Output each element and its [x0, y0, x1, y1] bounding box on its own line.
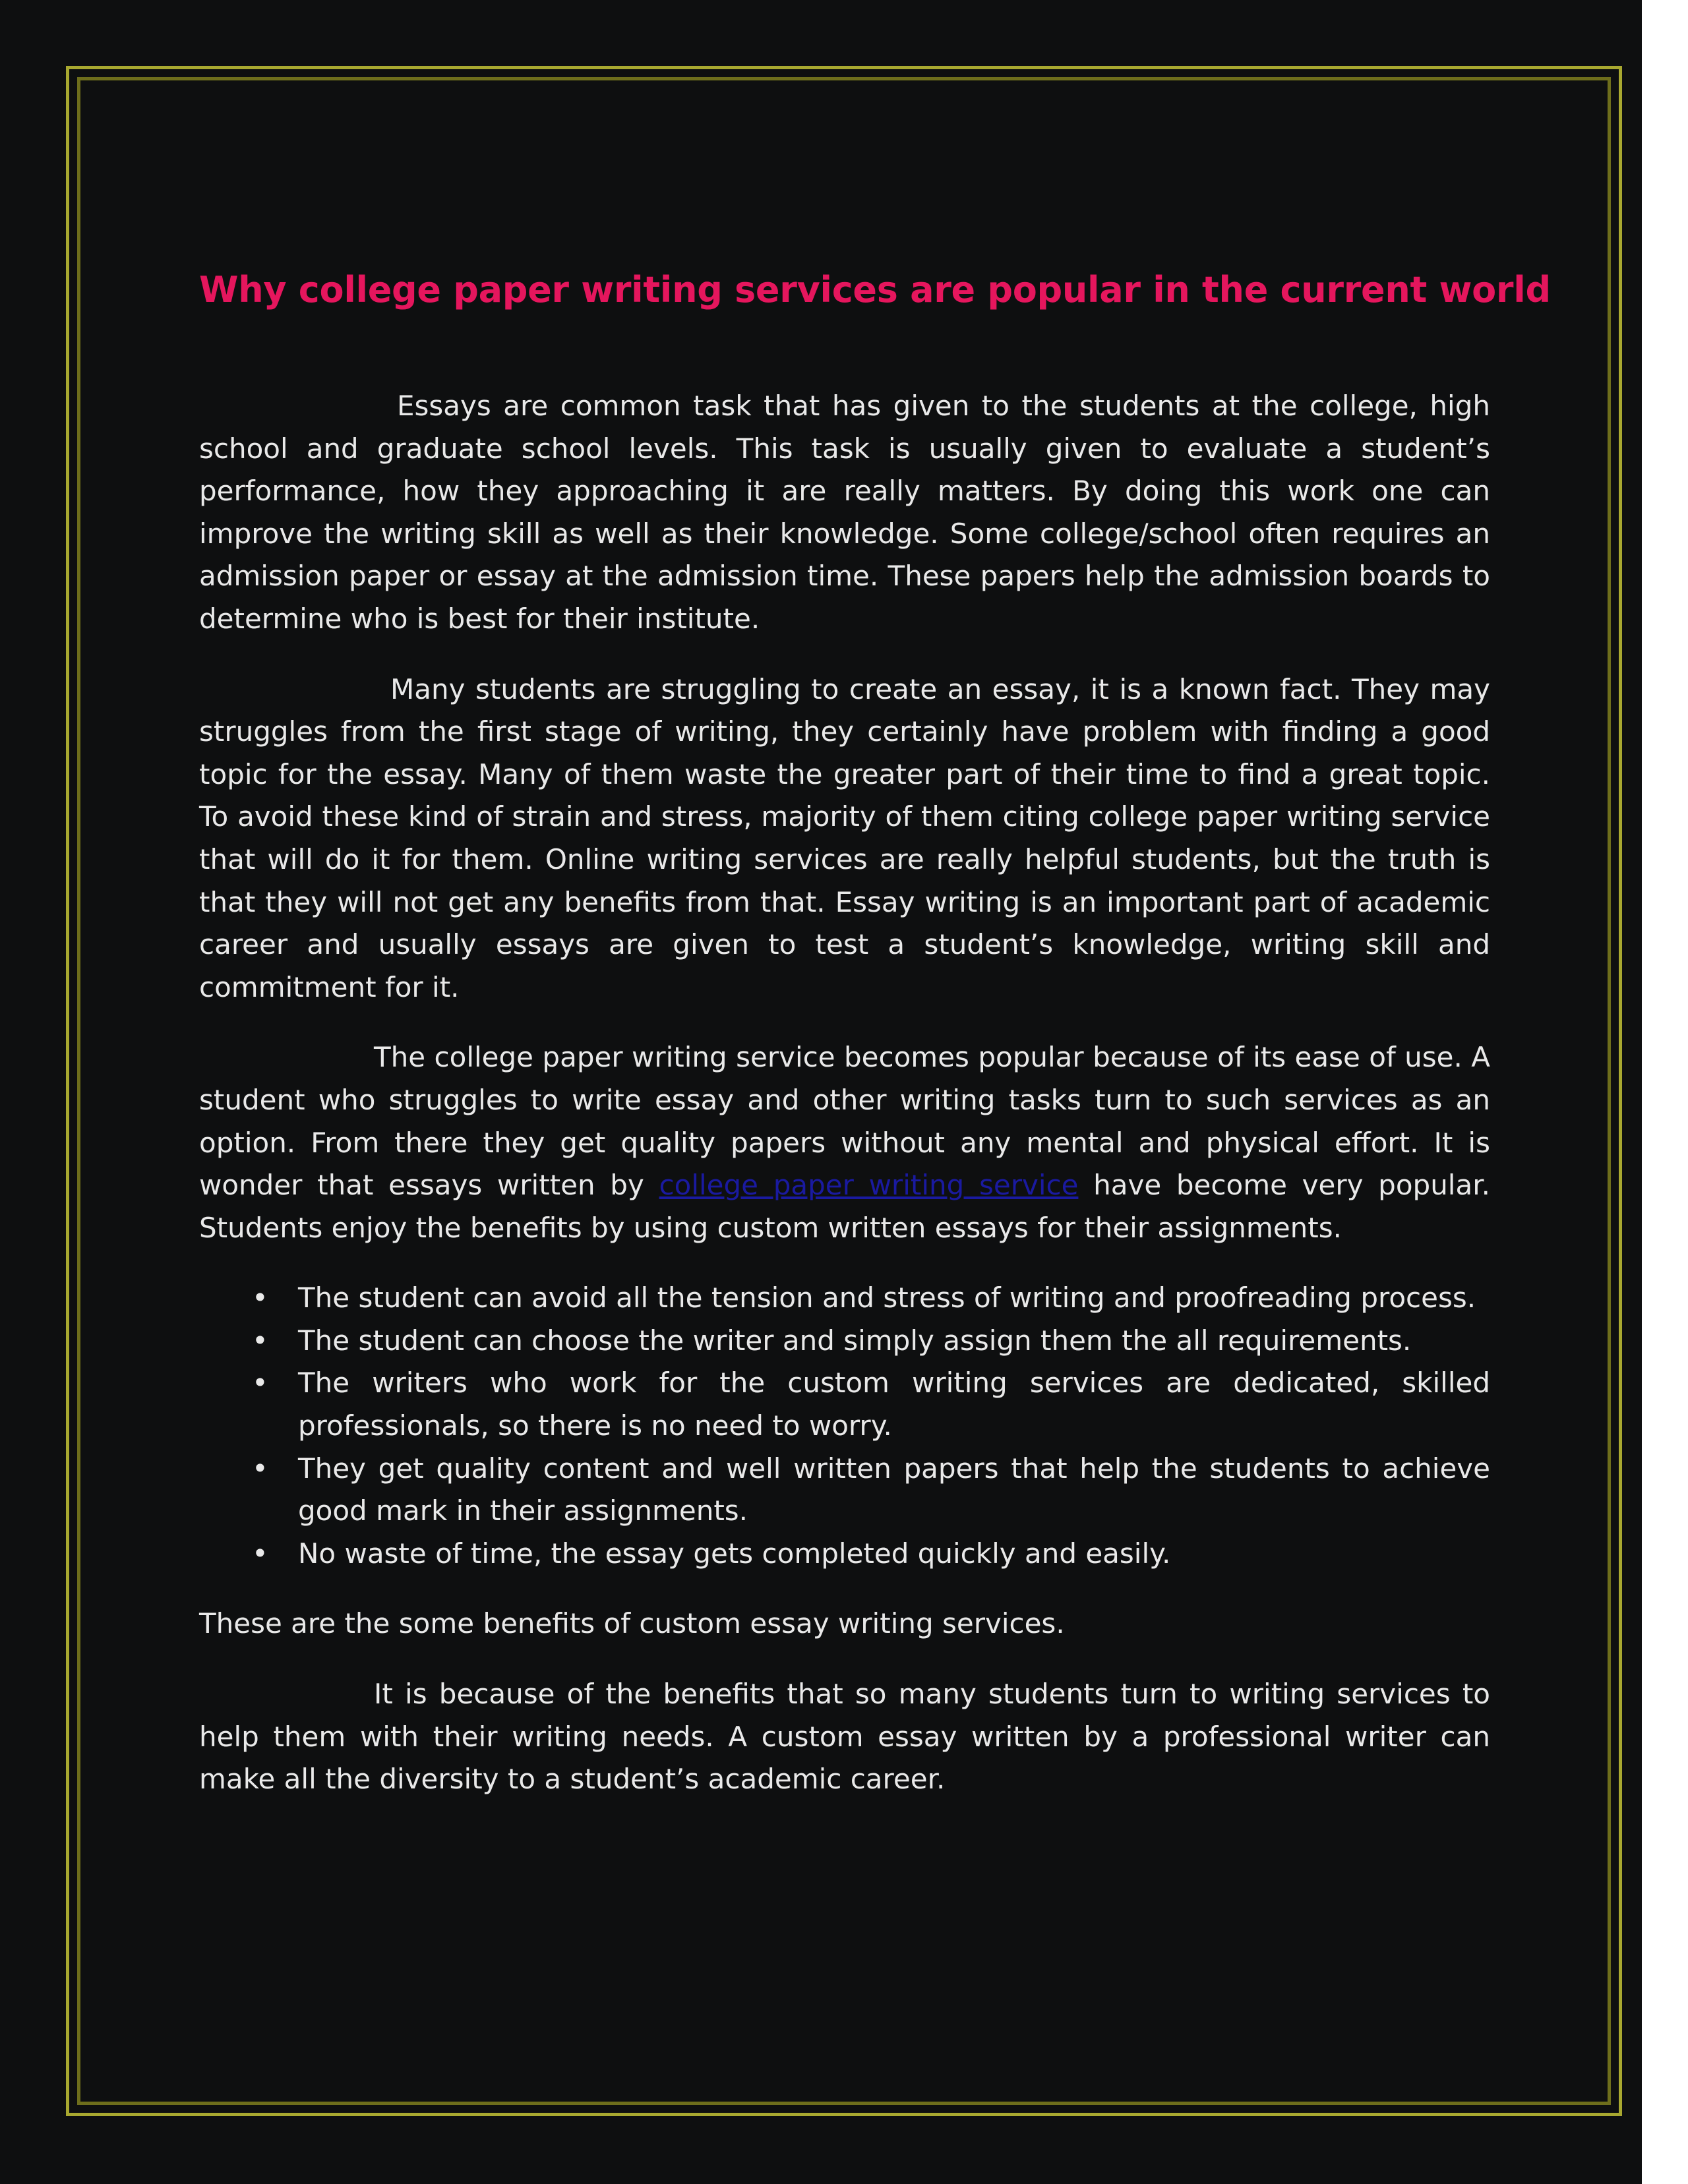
list-item-text: No waste of time, the essay gets completed quickly and easily. — [298, 1537, 1171, 1570]
college-paper-writing-service-link[interactable]: college paper writing service — [659, 1169, 1079, 1202]
benefits-list — [199, 1277, 1490, 1575]
paragraph-intro: Essays are common task that has given to the students at the college, high school and graduate school levels. This task is usually given to evaluate a student’s performance, how they approaching it are really matters. By doing this work one can improve the writing skill as well as their knowledge. Some college/school often requires an admission paper or essay at the admission time. These papers help the admission boards to determine who is best for their institute. — [199, 390, 1490, 635]
list-item-text: They get quality content and well written papers that help the students to achieve good mark in their assignments. — [298, 1452, 1490, 1527]
list-item — [199, 1533, 1490, 1576]
list-item-text: The student can avoid all the tension and stress of writing and proofreading process. — [298, 1282, 1476, 1314]
list-item-text: The writers who work for the custom writing services are dedicated, skilled professionals, so there is no need to worry. — [298, 1367, 1490, 1442]
bullet-icon: • — [252, 1367, 268, 1400]
bullet-icon: • — [252, 1282, 268, 1314]
paragraph-popularity-text-after: have become very popular. Students enjoy the benefits by using custom written essays for their assignments. — [199, 1169, 1490, 1244]
document-title: Why college paper writing services are popular in the current world — [199, 269, 1551, 310]
bullet-icon: • — [252, 1452, 268, 1485]
list-item — [199, 1362, 1490, 1447]
paragraph-popularity — [199, 1036, 1490, 1249]
paragraph-struggles: Many students are struggling to create an essay, it is a known fact. They may struggles from the first stage of writing, they certainly have problem with finding a good topic for the essay. Many of them waste the greater part of their time to find a great topic. To avoid these kind of strain and stress, majority of them citing college paper writing service that will do it for them. Online writing services are really helpful students, but the truth is that they will not get any benefits from that. Essay writing is an important part of academic career and usually essays are given to test a student’s knowledge, writing skill and commitment for it. — [199, 672, 1490, 1003]
list-item — [199, 1277, 1490, 1320]
list-item-text: The student can choose the writer and simply assign them the all requirements. — [298, 1324, 1412, 1357]
document-body — [199, 264, 1551, 1829]
bullet-icon: • — [252, 1537, 268, 1570]
list-item — [199, 1448, 1490, 1533]
paragraph-conclusion: It is because of the benefits that so many students turn to writing services to help them with their writing needs. A custom essay written by a professional writer can make all the diversity to a student’s academic career. — [199, 1678, 1490, 1796]
paragraph-popularity-text-before: The college paper writing service becomes popular because of its ease of use. A student who struggles to write essay and other writing tasks turn to such services as an option. From there they get quality papers without any mental and physical effort. It is wonder that essays written by — [199, 1041, 1490, 1202]
list-item — [199, 1320, 1490, 1363]
bullet-icon: • — [252, 1324, 268, 1357]
paragraph-summary: These are the some benefits of custom essay writing services. — [199, 1607, 1065, 1640]
